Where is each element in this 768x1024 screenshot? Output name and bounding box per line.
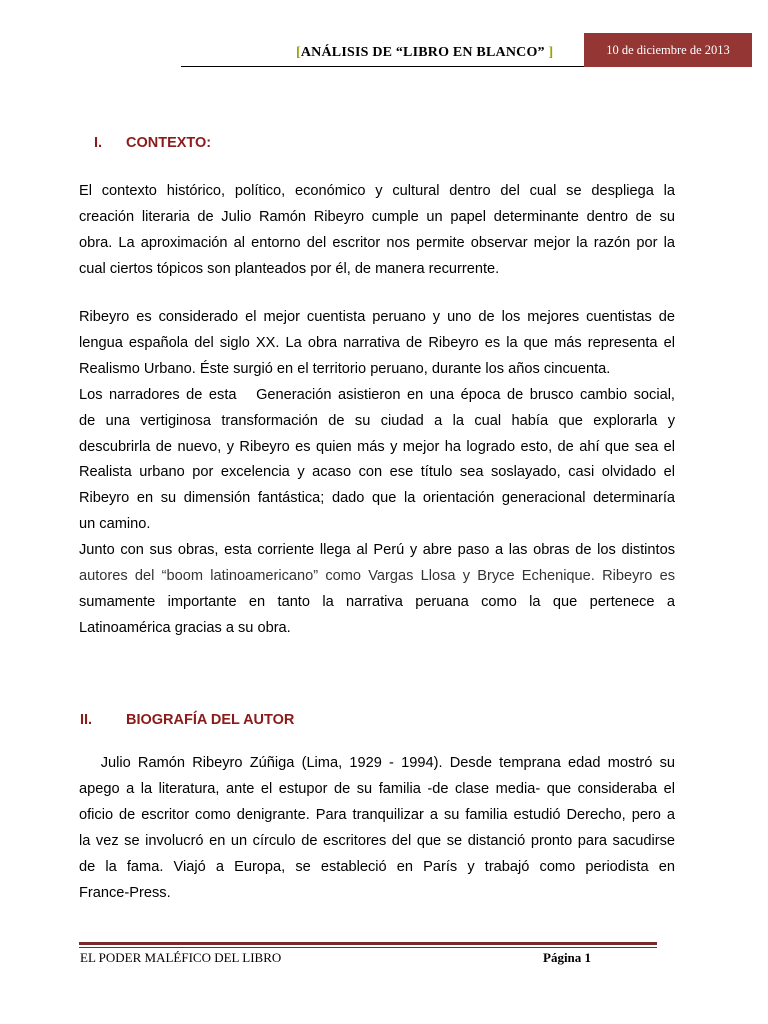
paragraph-line: France-Press.: [79, 884, 171, 901]
header-open-bracket: [: [296, 45, 301, 60]
paragraph-line: la vez se involucró en un círculo de escritores del que se distanció pronto para sacudirse: [79, 832, 675, 849]
paragraph-line: Realismo Urbano. Éste surgió en el territorio peruano, durante los años cincuenta.: [79, 360, 611, 377]
paragraph-line: oficio de escritor como denigrante. Para tranquilizar a su familia estudió Derecho, pero a: [79, 806, 675, 823]
paragraph-line: sumamente importante en tanto la narrativa peruana como la que pertenece a: [79, 593, 675, 610]
paragraph-line: Ribeyro es considerado el mejor cuentista peruano y uno de los mejores cuentistas de: [79, 309, 675, 325]
paragraph: [79, 179, 675, 283]
header-close-bracket: ]: [548, 45, 554, 60]
paragraph: [79, 751, 675, 906]
header-date-box: [584, 33, 752, 67]
header-underline: [181, 66, 585, 67]
paragraph-line: Realista urbano por excelencia y acaso con ese título sea soslayado, casi olvidado el: [79, 464, 675, 481]
paragraph-line: lengua española del siglo XX. La obra narrativa de Ribeyro es la que más representa el: [79, 334, 675, 351]
header-date: 10 de diciembre de 2013: [606, 42, 730, 57]
section-title: BIOGRAFÍA DEL AUTOR: [126, 712, 295, 728]
paragraph-line: cual ciertos tópicos son planteados por él, de manera recurrente.: [79, 260, 500, 277]
section-number: II.: [80, 712, 93, 728]
paragraph-line: de la fama. Viajó a Europa, se estableció en París y trabajó como periodista en: [79, 858, 675, 875]
paragraph-line: un camino.: [79, 516, 151, 533]
document-header-title: [296, 45, 553, 61]
section-heading-contexto: [94, 135, 211, 151]
paragraph: [79, 305, 675, 642]
section-heading-biografia: [80, 712, 294, 728]
paragraph-line: creación literaria de Julio Ramón Ribeyro cumple un papel determinante dentro de su: [79, 208, 675, 225]
paragraph-line: El contexto histórico, político, económico y cultural dentro del cual se despliega la: [79, 183, 675, 199]
footer-rule-thick: [79, 942, 657, 945]
footer-page-number: Página 1: [543, 950, 592, 965]
paragraph-line: Julio Ramón Ribeyro Zúñiga (Lima, 1929 - 1994). Desde temprana edad mostró su: [79, 755, 675, 771]
footer-book-title: EL PODER MALÉFICO DEL LIBRO: [80, 950, 282, 965]
paragraph-line: de una vertiginosa transformación de su ciudad a la cual había que explorarla y: [79, 412, 675, 429]
footer-rule-thin: [79, 947, 657, 948]
paragraph-line: Ribeyro en su dimensión fantástica; dado que la orientación generacional determinaría: [79, 490, 675, 507]
paragraph-line: Latinoamérica gracias a su obra.: [79, 619, 291, 636]
paragraph-line: descubrirla de nuevo, y Ribeyro es quien más y mejor ha logrado esto, de ahí que sea el: [79, 438, 675, 455]
paragraph-line: apego a la literatura, ante el estupor de su familia -de clase media- que consideraba el: [79, 780, 675, 797]
section-number: I.: [94, 135, 103, 151]
paragraph-line: Los narradores de esta Generación asistieron en una época de brusco cambio social,: [79, 386, 675, 403]
section-title: CONTEXTO:: [126, 135, 212, 151]
paragraph-line: obra. La aproximación al entorno del escritor nos permite observar mejor la razón por la: [79, 234, 675, 251]
paragraph-line: Junto con sus obras, esta corriente llega al Perú y abre paso a las obras de los distintos: [79, 542, 675, 559]
paragraph-line: autores del “boom latinoamericano” como Vargas Llosa y Bryce Echenique. Ribeyro es: [79, 568, 675, 585]
header-title-text: ANÁLISIS DE “LIBRO EN BLANCO”: [300, 45, 545, 60]
